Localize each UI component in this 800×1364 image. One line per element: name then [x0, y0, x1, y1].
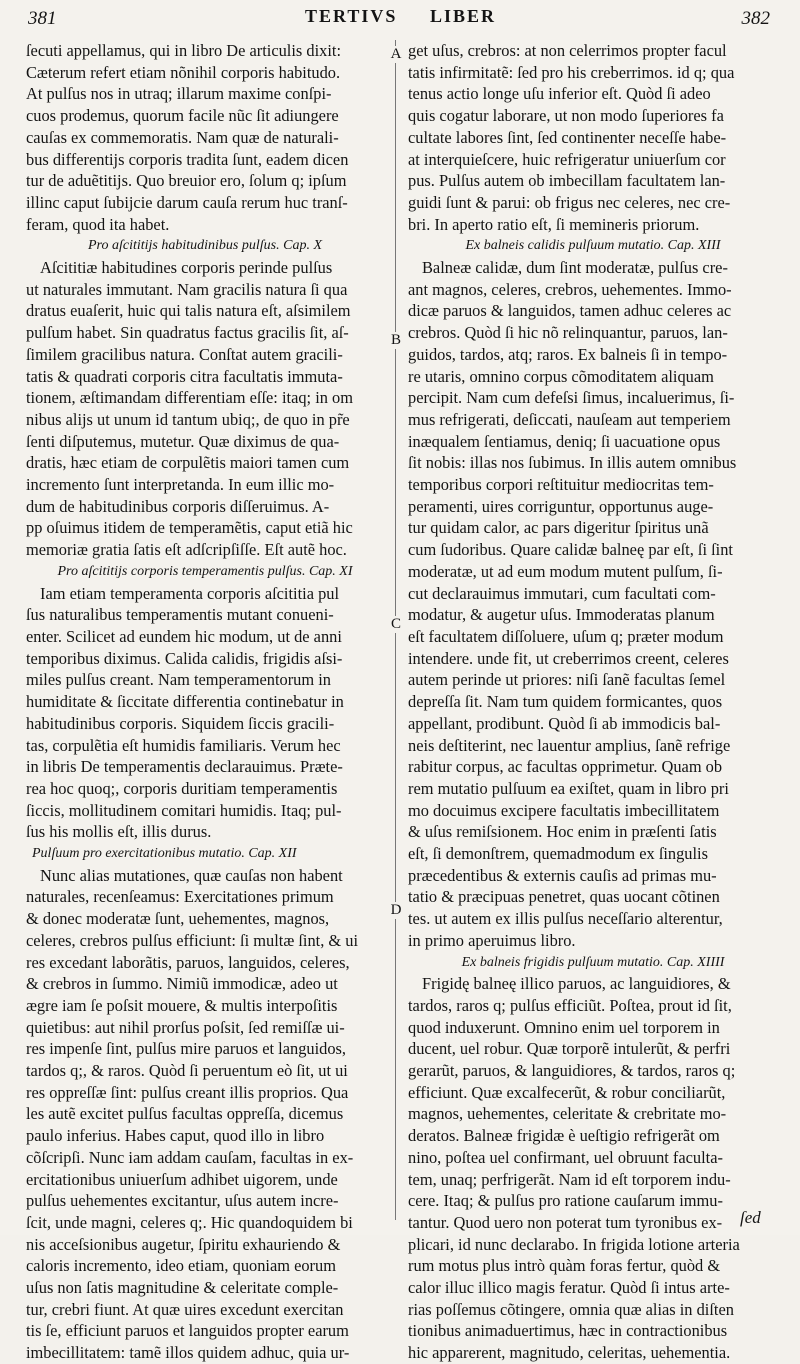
text-line: tur, crebri fiunt. At quæ uires excedunt exercitan	[26, 1299, 344, 1319]
text-line: cere. Itaq; & pulſus pro ratione cauſarum immu-	[408, 1191, 723, 1211]
running-title-word-2: LIBER	[430, 6, 497, 26]
text-line: ercitationibus uniuerſum adhibet uigorem, unde	[26, 1169, 338, 1189]
chapter-heading: Ex balneis calidis pulſuum mutatio. Cap. XIII	[465, 238, 721, 254]
text-line: caloris incremento, ideo etiam, quoniam eorum	[26, 1256, 336, 1276]
running-header	[0, 6, 800, 36]
text-line: ſiccis, mollitudinem comitari humidis. Itaq; pul-	[26, 800, 342, 820]
text-line: dratus euaſerit, huic qui talis natura eſt, aſsimilem	[26, 301, 351, 321]
text-line: crebros. Quòd ſi hic nõ relinquantur, paruos, lan-	[408, 323, 728, 343]
text-line: pulſum habet. Sin quadratus factus gracilis ſit, aſ-	[26, 323, 349, 343]
text-line: At pulſus nos in utraq; illarum maxime conſpi-	[26, 84, 332, 104]
text-line: les autẽ excitet pulſus facultas oppreſſa, dicemus	[26, 1104, 344, 1124]
text-line: habitudinibus corporis. Siquidem ſiccis gracili-	[26, 713, 335, 733]
text-line: eſt facultatem diſſoluere, uſum q; præter modum	[408, 626, 724, 646]
text-line: guidi ſunt & parui: ob frigus nec celeres, nec cre-	[408, 192, 731, 212]
text-line: tes. ut autem ex illis pulſus neceſſario alterentur,	[408, 909, 723, 929]
text-line: res excedant laborãtis, paruos, languidos, celeres,	[26, 952, 350, 972]
text-line: ſus naturalibus temperamentis mutant conueni-	[26, 605, 334, 625]
text-line: tantur. Quod uero non poterat tum tyronibus ex-	[408, 1212, 723, 1232]
text-line: eſt, ſi demonſtrem, quemadmodum ex ſingulis	[408, 844, 708, 864]
text-line: ſimilem gracilibus natura. Conſtat autem gracili-	[26, 344, 343, 364]
text-line: peramenti, uires corriguntur, opportunus auge-	[408, 496, 714, 516]
text-line: Frigidę balneę illico paruos, ac languidiores, &	[422, 974, 731, 994]
text-line: ſit nobis: illas nos ſubimus. In illis autem omnibus	[408, 453, 737, 473]
text-line: cõſcripſi. Nunc iam addam cauſam, facultas in ex-	[26, 1147, 354, 1167]
text-line: tur de aduẽtitijs. Quo breuior ero, ſolum q; ipſum	[26, 171, 347, 191]
text-line: cuos prodemus, quorum facile nũc ſit adiungere	[26, 106, 339, 126]
left-text-column	[26, 40, 384, 1364]
margin-marker-d: D	[388, 902, 404, 919]
text-line: paulo inferius. Habes caput, quod illo in libro	[26, 1126, 325, 1146]
text-line: incremento ſunt interpretanda. In eum illic mo-	[26, 475, 335, 495]
text-line: humiditate & ſiccitate differentia continebatur in	[26, 692, 344, 712]
running-title-word-1: TERTIVS	[305, 6, 398, 26]
text-line: tis ſe, efficiunt paruos et languidos propter earum	[26, 1321, 349, 1341]
text-line: ant magnos, celeres, crebros, uehementes. Immo-	[408, 279, 732, 299]
text-line: in primo aperuimus libro.	[408, 930, 576, 950]
text-line: rabitur corpus, ac facultas opprimetur. Quam ob	[408, 757, 723, 777]
text-line: tas, corpulẽtia eſt humidis familiaris. Verum hec	[26, 735, 341, 755]
text-line: mo docuimus excipere facultatis imbecillitatem	[408, 800, 720, 820]
margin-marker-b: B	[388, 332, 404, 349]
text-line: temporibus corpori reſtituitur mediocritas tem-	[408, 475, 714, 495]
text-line: temporibus diximus. Calida calidis, frigidis aſsi-	[26, 648, 343, 668]
text-line: naturales, recenſeamus: Exercitationes primum	[26, 887, 334, 907]
text-line: bus differentijs corporis tradita ſunt, eadem dicen	[26, 149, 349, 169]
text-line: & uſus remiſsionem. Hoc enim in præſenti ſatis	[408, 822, 717, 842]
text-line: tardos, raros q; pulſus efficiũt. Poſtea, prout id ſit,	[408, 995, 732, 1015]
margin-marker-a: A	[388, 46, 404, 63]
text-line: moderatæ, ut ad eum modum mutent pulſum, ſi-	[408, 561, 723, 581]
text-line: cauſas ex commemoratis. Nam quæ de naturali-	[26, 127, 339, 147]
text-line: tionibus animaduertimus, hæc in contractionibus	[408, 1321, 728, 1341]
text-line: appellant, prodibunt. Quòd ſi ab immodicis bal-	[408, 713, 721, 733]
chapter-heading: Pro aſcititijs habitudinibus pulſus. Cap. X	[88, 238, 322, 254]
text-line: pus. Pulſus autem ob imbecillam facultatem lan-	[408, 171, 726, 191]
text-line: ſus his mollis eſt, illis durus.	[26, 822, 212, 842]
text-line: gerarũt, paruos, & languidiores, & tardos, raros q;	[408, 1061, 736, 1081]
text-line: rias poſſemus cõtingere, omnia quæ alias in diſten	[408, 1299, 734, 1319]
text-line: Aſcititiæ habitudines corporis perinde pulſus	[40, 258, 333, 278]
text-line: deratos. Balneæ frigidæ è ueſtigio refrigerãt om	[408, 1126, 720, 1146]
text-line: Iam etiam temperamenta corporis aſcititia pul	[40, 583, 340, 603]
text-line: feram, quod ita habet.	[26, 214, 170, 234]
text-line: cultate labores ſint, ſed continenter neceſſe habe-	[408, 127, 727, 147]
text-line: cum ſudoribus. Quare calidæ balneę par eſt, ſi ſint	[408, 540, 733, 560]
text-line: miles pulſus creant. Nam temperamentorum in	[26, 670, 331, 690]
text-line: tenus actio longe uſu inferior eſt. Quòd ſi adeo	[408, 84, 711, 104]
catchword: ſed	[740, 1208, 761, 1227]
text-line: mus refrigerati, deſiccati, nauſeam aut temperiem	[408, 409, 731, 429]
text-line: pp oſuimus itidem de temperamẽtis, caput etiã hic	[26, 518, 353, 538]
text-line: quis cogatur laborare, ut non modo ſuperiores fa	[408, 106, 724, 126]
text-line: modatur, & augetur uſus. Immoderatas planum	[408, 605, 715, 625]
text-line: plicari, id nunc declarabo. In frigida lotione arteria	[408, 1234, 740, 1254]
text-line: Cæterum refert etiam nõnihil corporis habitudo.	[26, 62, 341, 82]
text-line: re utaris, omnino corpus cõmoditatem aliquam	[408, 366, 714, 386]
text-line: ſcit, unde magni, celeres q;. Hic quandoquidem bi	[26, 1212, 353, 1232]
text-line: neis deſtiterint, nec lauentur amplius, ſanẽ refrige	[408, 735, 731, 755]
text-line: tionem, æſtimandam differentiam eſſe: itaq; in om	[26, 388, 353, 408]
text-line: quietibus: aut nihil prorſus poſsit, ſed remiſſæ ui-	[26, 1017, 345, 1037]
text-line: dratis, hæc etiam de corpulẽtis maiori tamen cum	[26, 453, 350, 473]
text-line: celeres, crebros pulſus efficiunt: ſi multæ ſint, & ui	[26, 930, 358, 950]
text-line: dicæ paruos & languidos, tamen adhuc celeres ac	[408, 301, 732, 321]
text-line: at interquieſcere, huic refrigeratur uniuerſum cor	[408, 149, 726, 169]
text-line: ſecuti appellamus, qui in libro De articulis dixit:	[26, 41, 341, 60]
text-line: guidos, tardos, atq; raros. Ex balneis ſi in tempo-	[408, 344, 728, 364]
text-line: tem, unaq; perfrigerãt. Nam id eſt torporem indu-	[408, 1169, 731, 1189]
text-line: præcedentibus & externis cauſis ad primas mu-	[408, 865, 717, 885]
margin-marker-c: C	[388, 616, 404, 633]
text-line: & crebros in ſummo. Nimiũ immodicæ, adeo ut	[26, 974, 338, 994]
text-line: in libris De temperamentis declarauimus. Præte-	[26, 757, 343, 777]
text-line: nis acceſsionibus augetur, ſpiritu exhauriendo &	[26, 1234, 341, 1254]
text-line: rea hoc quoq;, corporis duritiam temperamentis	[26, 778, 338, 798]
text-line: ægre iam ſe poſsit mouere, & multis interpoſitis	[26, 995, 338, 1015]
text-line: & donec moderatæ ſunt, uehementes, magnos,	[26, 909, 330, 929]
text-line: nibus alijs ut unum id tantum ubiq;, de quo in pr̃e	[26, 409, 350, 429]
text-line: imbecillitatem: tamẽ illos quidem adhuc, quia ur-	[26, 1343, 350, 1363]
text-line: res impenſe ſint, pulſus mire paruos et languidos,	[26, 1039, 347, 1059]
text-line: quod induxerunt. Omnino enim uel torporem in	[408, 1017, 720, 1037]
text-line: tatio & præcipuas penetret, quas uocant cõtinen	[408, 887, 720, 907]
page-number-left: 381	[28, 8, 57, 29]
text-line: nino, poſtea uel confirmant, uel obruunt faculta-	[408, 1147, 723, 1167]
text-line: tur quidam calor, ac pars digeritur ſpiritus unã	[408, 518, 709, 538]
text-line: pulſus uehementes excitantur, uſus autem incre-	[26, 1191, 339, 1211]
text-line: depreſſa ſit. Nam tum quidem formicantes, quos	[408, 692, 723, 712]
text-line: tatis & quadrati corporis citra facultatis immuta-	[26, 366, 343, 386]
text-line: tatis infirmitatẽ: ſed pro his creberrimos. id q; qua	[408, 62, 735, 82]
text-line: ſenti diſputemus, mutetur. Quæ diximus de qua-	[26, 431, 340, 451]
chapter-heading: Pro aſcititijs corporis temperamentis pulſus. Cap. XI	[57, 563, 353, 579]
text-line: tardos q;, & raros. Quòd ſi peruentum eò ſit, ut ui	[26, 1061, 348, 1081]
text-line: inæqualem ſentiamus, deniq; ſi uacuatione opus	[408, 431, 721, 451]
text-line: magnos, uehementes, celeritate & crebritate mo-	[408, 1104, 727, 1124]
text-line: rem mutatio pulſuum ea exiſtet, quam in libro pri	[408, 778, 729, 798]
text-line: dum de habitudinibus corporis diſſeruimus. A-	[26, 496, 330, 516]
right-text-column	[408, 40, 778, 1364]
text-line: res oppreſſæ ſint: pulſus creant illis proprios. Qua	[26, 1082, 349, 1102]
text-line: illinc caput ſubijcie darum cauſa rerum huc tranſ-	[26, 192, 348, 212]
text-line: calor illuc illico magis feratur. Quòd ſi intus arte-	[408, 1278, 730, 1298]
text-line: ut naturales immutant. Nam gracilis natura ſi qua	[26, 279, 348, 299]
text-line: memoriæ gratia ſatis eſt adſcripſiſſe. Eſt autẽ hoc.	[26, 540, 347, 560]
text-line: uſus non ſatis magnitudine & celeritate comple-	[26, 1278, 339, 1298]
text-line: Nunc alias mutationes, quæ cauſas non habent	[40, 865, 343, 885]
text-line: ducent, uel robur. Quæ torporẽ intulerũt, & perfri	[408, 1039, 731, 1059]
page-number-right: 382	[741, 8, 770, 29]
text-line: get uſus, crebros: at non celerrimos propter facul	[408, 41, 727, 60]
text-line: cut declarauimus immutari, cum facultati com-	[408, 583, 716, 603]
text-line: percipit. Nam cum defeſsi ſimus, incaluerimus, ſi-	[408, 388, 735, 408]
chapter-heading: Pulſuum pro exercitationibus mutatio. Cap. XII	[32, 846, 297, 862]
text-line: efficiunt. Quæ excalfecerũt, & robur conciliarũt,	[408, 1082, 726, 1102]
text-line: Balneæ calidæ, dum ſint moderatæ, pulſus cre-	[422, 258, 728, 278]
text-line: rum motus plus intrò quàm foras fertur, quòd &	[408, 1256, 721, 1276]
text-line: enter. Scilicet ad eundem hic modum, ut de anni	[26, 626, 342, 646]
text-line: bri. In aperto ratio eſt, ſi memineris priorum.	[408, 214, 700, 234]
text-line: hic apparerent, magnitudo, celeritas, uehementia.	[408, 1343, 731, 1363]
chapter-heading: Ex balneis frigidis pulſuum mutatio. Cap. XIIII	[461, 954, 725, 970]
text-line: intendere. unde fit, ut creberrimos creent, celeres	[408, 648, 729, 668]
text-line: autem perinde ut priores: niſi ſanẽ facultas ſemel	[408, 670, 726, 690]
